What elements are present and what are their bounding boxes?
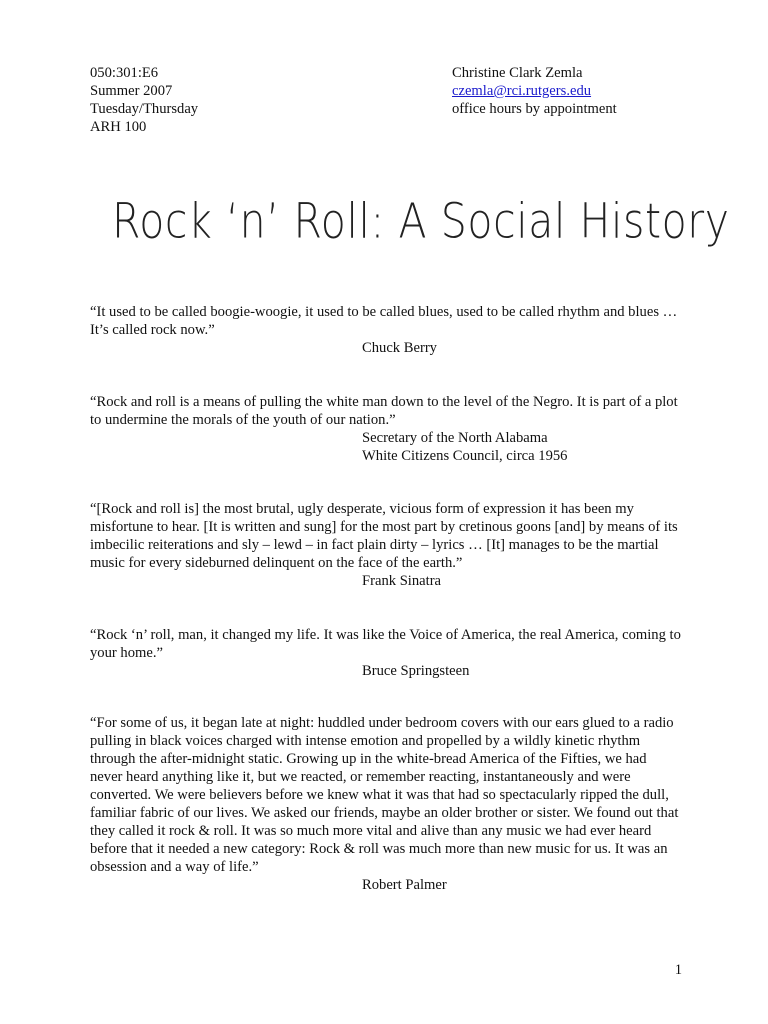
quote-block-white-citizens-council — [90, 393, 682, 465]
course-days: Tuesday/Thursday — [90, 101, 199, 117]
quote-block-bruce-springsteen — [90, 626, 682, 680]
quote-text: “For some of us, it began late at night: huddled under bedroom covers with our ears glued to a radio pulling in black voices charged with intense emotion and propelled by a wildly kinetic rhythm through the after-midnight static. Growing up in the white-bread America of the Fifties, we had never heard anything like it, but we reacted, or remember reacting, instantaneously and were converted. We were believers before we knew what it was that had so spectacularly ripped the dull, familiar fabric of our lives. We asked our friends, maybe an older brother or sister. We found out that they called it rock & roll. It was so much more vital and alive than any music we had ever heard before that it needed a new category: Rock & roll was much more than new music for us. It was an obsession and a way of life.” — [90, 715, 679, 875]
instructor-info-block — [452, 64, 712, 118]
instructor-name: Christine Clark Zemla — [452, 65, 583, 81]
document-title: Rock ‘n’ Roll: A Social History — [112, 192, 730, 250]
quote-attribution: Secretary of the North Alabama — [362, 430, 548, 446]
quote-block-frank-sinatra — [90, 500, 682, 590]
quote-text: “[Rock and roll is] the most brutal, ugly desperate, vicious form of expression it has been my misfortune to hear. [It is written and sung] for the most part by cretinous goons [and] by means of its imbecilic reiterations and sly – lewd – in fact plain dirty – lyrics … [It] manages to be the martial music for every sideburned delinquent on the face of the earth.” — [90, 501, 678, 571]
course-number: 050:301:E6 — [90, 65, 159, 81]
course-room: ARH 100 — [90, 119, 147, 135]
quote-text: “It used to be called boogie-woogie, it used to be called blues, used to be called rhythm and blues … It’s called rock now.” — [90, 304, 678, 338]
quote-attribution: White Citizens Council, circa 1956 — [362, 448, 568, 464]
page-number: 1 — [674, 962, 682, 978]
quote-block-chuck-berry — [90, 303, 682, 357]
quote-text: “Rock and roll is a means of pulling the white man down to the level of the Negro. It is part of a plot to undermine the morals of the youth of our nation.” — [90, 394, 678, 428]
quote-attribution: Robert Palmer — [362, 877, 447, 893]
email-line — [452, 82, 712, 100]
quote-attribution: Bruce Springsteen — [362, 663, 470, 679]
office-hours: office hours by appointment — [452, 101, 617, 117]
quote-text: “Rock ‘n’ roll, man, it changed my life. It was like the Voice of America, the real America, coming to your home.” — [90, 627, 681, 661]
course-term: Summer 2007 — [90, 83, 173, 99]
course-info-block — [90, 64, 390, 136]
quote-block-robert-palmer — [90, 714, 682, 894]
quote-attribution: Frank Sinatra — [362, 573, 442, 589]
quote-attribution: Chuck Berry — [362, 340, 437, 356]
instructor-email-link[interactable]: czemla@rci.rutgers.edu — [452, 83, 592, 99]
